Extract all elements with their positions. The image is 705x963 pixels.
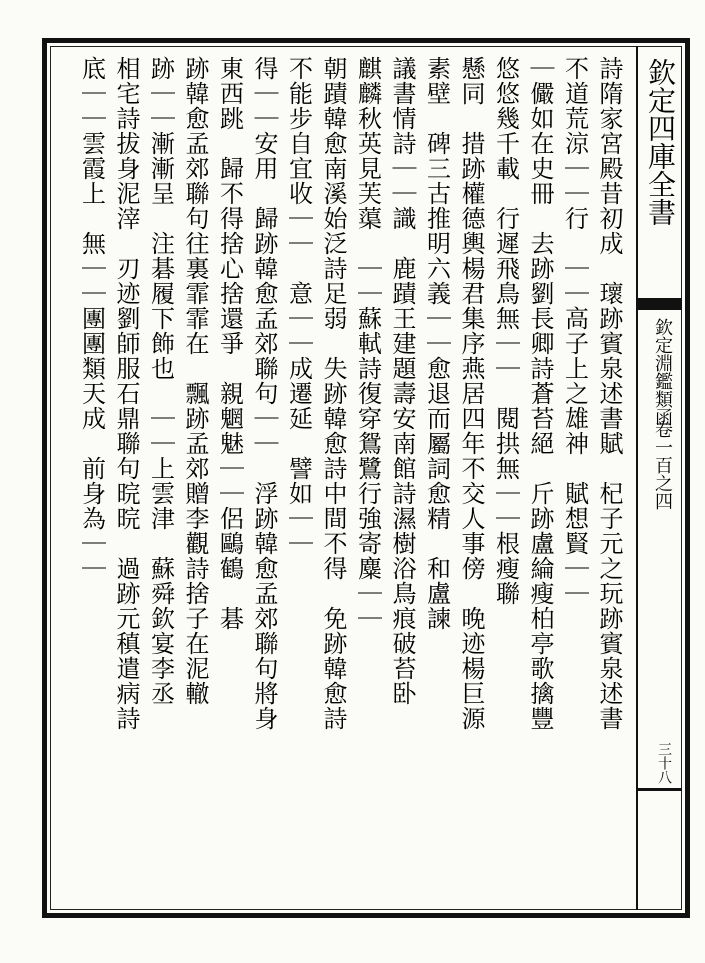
book-title: 欽定四庫全書	[644, 58, 677, 226]
text-column: 懸同 措跡權德輿楊君集序燕居四年不交人事傍 晚迹楊巨源	[457, 56, 485, 731]
text-column: 跡｜｜漸漸呈 注碁履下飾也 ｜｜上雲津 蘇舜欽宴李丞	[146, 56, 175, 706]
fish-tail-mark-top	[636, 298, 682, 310]
text-column: ｜儼如在史冊 去跡劉長卿詩蒼苔絕 斤跡盧綸瘦柏亭歌擒豐	[526, 56, 554, 731]
page-number: 三十八	[656, 742, 672, 784]
section-title: 欽定淵鑑類函	[652, 318, 673, 426]
text-column: 不能步自宜收｜｜ 意｜｜成遷延 譬如｜｜	[284, 56, 313, 556]
text-column: 跡韓愈孟郊聯句往裏霏霏在 飄跡孟郊贈李觀詩捨子在泥轍	[181, 56, 209, 706]
text-column: 底｜｜雲霞上 無｜｜團團類天成 前身為｜｜	[77, 56, 106, 581]
text-column: 得｜｜安用 歸跡韓愈孟郊聯句｜｜ 浮跡韓愈孟郊聯句將身	[250, 56, 278, 731]
text-column: 素壁 碑三古推明六義｜｜愈退而屬詞愈精 和盧諫	[422, 56, 451, 631]
volume-label: 卷一百之四	[652, 420, 673, 510]
text-column: 東西跳 歸不得捨心捨還爭 親魍魅｜｜侶鷗鶴 碁	[215, 56, 244, 631]
text-column: 相宅詩拔身泥滓 刃迹劉師服石鼎聯句晥晥 過跡元稹遣病詩	[112, 56, 140, 731]
text-column: 不道荒涼｜｜行 ｜｜高子上之雄神 賦想賢｜｜	[560, 56, 589, 606]
text-column: 議書情詩｜｜識 鹿蹟王建題壽安南館詩濕樹浴鳥痕破苔卧	[388, 56, 416, 706]
fish-tail-mark-bottom	[636, 788, 682, 791]
text-column: 詩隋家宮殿昔初成 瓌跡賓泉述書賦 杞子元之玩跡賓泉述書	[595, 56, 623, 731]
text-column: 朝蹟韓愈南溪始泛詩足弱 失跡韓愈詩中間不得 免跡韓愈詩	[319, 56, 347, 731]
text-column: 悠悠幾千載 行遲飛鳥無｜｜ 閱拱無｜｜根瘦聯	[491, 56, 520, 606]
text-column: 麒麟秋英見芙蕖 ｜｜蘇軾詩復穿鴛鷺行強寄麋｜｜	[353, 56, 382, 631]
